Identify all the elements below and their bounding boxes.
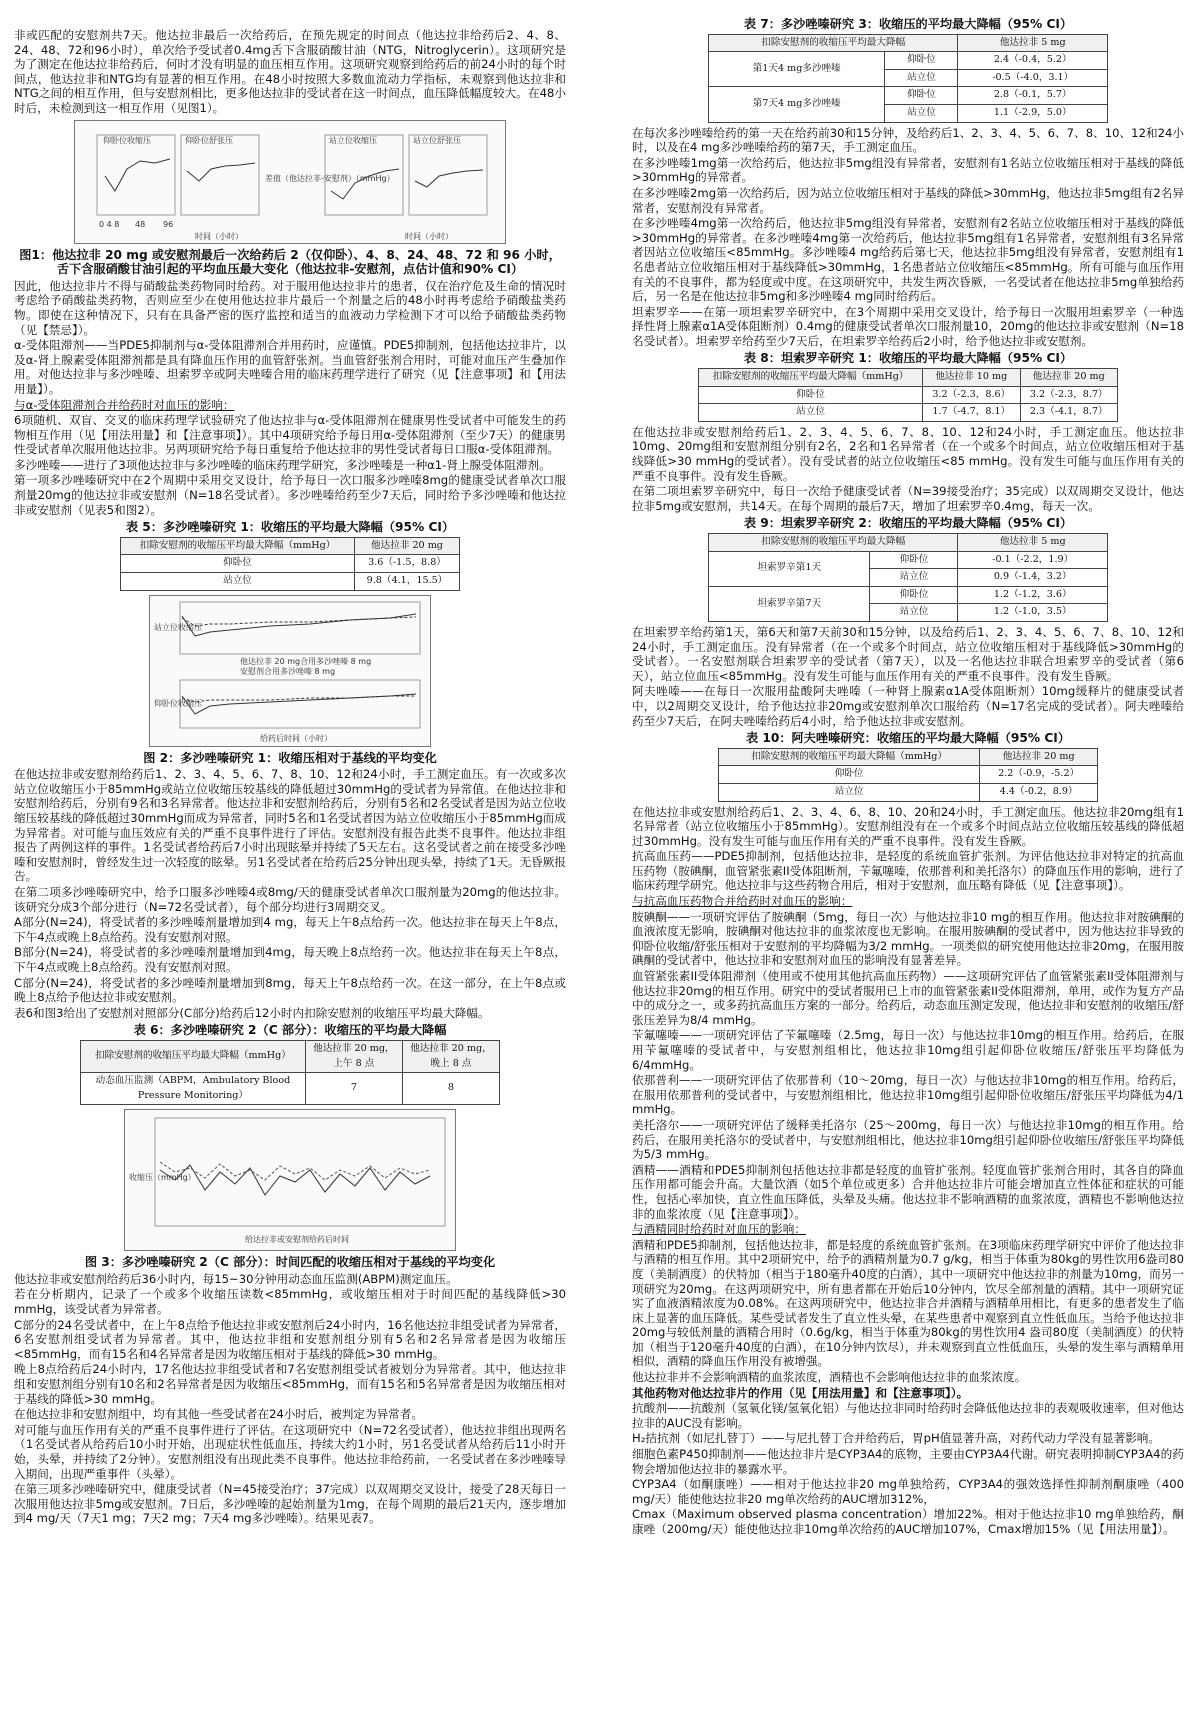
paragraph: 坦索罗辛——在第一项坦索罗辛研究中，在3个周期中采用交叉设计，给予每日一次服用坦索罗辛（一种选择性肾上腺素α1A受体阻断剂）0.4mg的健康受试者单次口服剂量10，20mg的他达拉非或安慰剂（N=18名受试者）。坦索罗辛给药至少7天后，在坦索罗辛给药后2小时，给予他达拉非或安慰剂。 bbox=[632, 304, 1184, 348]
fig1-tick: 0 4 8 bbox=[99, 219, 120, 229]
table-7-caption: 表 7：多沙唑嗪研究 3：收缩压的平均最大降幅（95% CI） bbox=[743, 17, 1073, 31]
paragraph: 他达拉非并不会影响酒精的血浆浓度，酒精也不会影响他达拉非的血浆浓度。 bbox=[632, 1370, 1027, 1385]
table-cell: 8 bbox=[402, 1073, 499, 1105]
table-header: 他达拉非 5 mg bbox=[958, 534, 1108, 552]
table-cell: 1.2（-1.2，3.6） bbox=[958, 586, 1108, 604]
table-10-caption: 表 10：阿夫唑嗪研究：收缩压的平均最大降幅（95% CI） bbox=[745, 731, 1071, 746]
paragraph: 在多沙唑嗪1mg第一次给药后，他达拉非5mg组没有异常者，安慰剂有1名站立位收缩压相对于基线的降低>30mmHg的异常者。 bbox=[632, 155, 1184, 185]
table-cell: 站立位 bbox=[870, 604, 958, 622]
left-column bbox=[14, 28, 566, 1527]
paragraph: 在他达拉非或安慰剂给药后1、2、3、4、5、6、7、8、10、12和24小时，手工测定血压。他达拉非10mg、20mg组和安慰剂组分别有2名，2名和1名异常者（在一个或多个时间点，站立位收缩压相对于基线降低>30 mmHg的受试者）。没有受试者的站立位收缩压<85 mmHg。没有发生可能与血压作用有关的严重不良事件。没有发生昏厥。 bbox=[632, 424, 1184, 483]
table-cell: 3.2（-2.3，8.6） bbox=[923, 386, 1020, 404]
table-cell: 仰卧位 bbox=[870, 551, 958, 569]
paragraph: α-受体阻滞剂——当PDE5抑制剂与α-受体阻滞剂合并用药时，应谨慎。PDE5抑制剂，包括他达拉非片，以及α-肾上腺素受体阻滞剂都是具有降血压作用的血管舒张剂。当血管舒张剂合用时，可能对血压产生叠加作用。对他达拉非与多沙唑嗪、坦索罗辛或阿夫唑嗪合用的临床药理学进行了研究（见【注意事项】和【用法用量】）。 bbox=[14, 338, 566, 396]
paragraph: 在他达拉非或安慰剂给药后1、2、3、4、5、6、7、8、10、12和24小时，手工测定血压。有一次或多次站立位收缩压小于85mmHg或站立位收缩压较基线的降低超过30mmHg的受试者为异常值。在他达拉非和安慰剂给药后，分别有9名和3名异常者。他达拉非和安慰剂给药后，分别有5名和2名受试者是因为站立位收缩压较基线的降低超过30mmHg而成为异常者，同时5名和1名受试者因为站立位收缩压小于85mmHg而成为异常者。对可能与血压效应有关的严重不良事件进行了评估。安慰剂没有报告此类不良事件。他达拉非组报告了两例这样的事件。1名受试者给药后7小时出现眩晕并持续了5天左右。这名受试者之前在接受多沙唑嗪和安慰剂时，曾经发生过一次轻度的眩晕。另1名受试者在给药后25分钟出现头晕，持续了1天。无昏厥报告。 bbox=[14, 767, 566, 884]
table-row bbox=[709, 551, 1108, 569]
figure-2-caption: 图 2：多沙唑嗪研究 1：收缩压相对于基线的平均变化 bbox=[143, 750, 437, 765]
table-header: 扣除安慰剂的收缩压平均最大降幅（mmHg） bbox=[719, 748, 980, 766]
paragraph: 抗高血压药——PDE5抑制剂，包括他达拉非，是轻度的系统血管扩张剂。为评估他达拉非对特定的抗高血压药物（胺碘酮，血管紧张素II受体阻断剂，苄氟噻嗪，依那普利和美托洛尔）的降血压作用的影响，进行了临床药理学研究。他达拉非与这些药物合用后，相对于安慰剂，血压略有降低（见【注意事项】）。 bbox=[632, 849, 1184, 893]
paragraph: 胺碘酮——一项研究评估了胺碘酮（5mg，每日一次）与他达拉非10 mg的相互作用。他达拉非对胺碘酮的血液浓度无影响，胺碘酮对他达拉非的血浆浓度也无影响。在服用胺碘酮的受试者中，因为他达拉非导致的仰卧位收缩/舒张压相对于安慰剂的平均降幅为3/2 mmHg。一项类似的研究使用他达拉非20mg，在服用胺碘酮的受试者中，他达拉非和安慰剂对血压的影响没有显著差异。 bbox=[632, 909, 1184, 968]
table-cell: 第7天4 mg多沙唑嗪 bbox=[709, 87, 885, 122]
table-cell: 仰卧位 bbox=[699, 386, 923, 404]
paragraph: 依那普利——一项研究评估了依那普利（10～20mg，每日一次）与他达拉非10mg的相互作用。给药后，在服用依那普利的受试者中，与安慰剂组相比，他达拉非10mg组引起仰卧位收缩压/舒张压平均降低为4/1 mmHg。 bbox=[632, 1073, 1184, 1117]
table-cell: 2.2（-0.9，-5.2） bbox=[980, 766, 1098, 784]
paragraph: 6项随机、双盲、交叉的临床药理学试验研究了他达拉非与α-受体阻滞剂在健康男性受试者中可能发生的药物相互作用（见【用法用量】和【注意事项】）。其中4项研究给予每日用α-受体阻滞剂（至少7天）的健康男性受试者单次服用他达拉非。另两项研究给予每日重复给予他达拉非的男性受试者每日口服α-受体阻滞剂。 bbox=[14, 413, 566, 457]
figure-1-plot bbox=[75, 121, 505, 243]
paragraph: 在他达拉非和安慰剂组中，均有其他一些受试者在24小时后，被判定为异常者。 bbox=[14, 1407, 423, 1422]
table-row bbox=[709, 87, 1108, 105]
paragraph: A部分(N=24)，将受试者的多沙唑嗪剂量增加到4 mg，每天上午8点给药一次。他达拉非在每天上午8点，下午4点或晚上8点给药。没有安慰剂对照。 bbox=[14, 915, 566, 944]
fig2-legend-1: 他达拉非 20 mg合用多沙唑嗪 8 mg bbox=[240, 656, 372, 666]
paragraph: 第一项多沙唑嗪研究中在2个周期中采用交叉设计，给予每日一次口服多沙唑嗪8mg的健康受试者单次口服剂量20mg的他达拉非或安慰剂（N=18名受试者）。多沙唑嗪给药至少7天后，同时给予多沙唑嗪和他达拉非或安慰剂（见表5和图2）。 bbox=[14, 473, 566, 517]
fig1-panel-title: 仰卧位收缩压 bbox=[103, 135, 151, 145]
table-8-caption: 表 8：坦索罗辛研究 1：收缩压的平均最大降幅（95% CI） bbox=[743, 351, 1073, 366]
table-cell: 仰卧位 bbox=[885, 52, 958, 70]
table-cell: 第1天4 mg多沙唑嗪 bbox=[709, 52, 885, 87]
paragraph: 血管紧张素II受体阻滞剂（使用或不使用其他抗高血压药物）——这项研究评估了血管紧张素II受体阻滞剂与他达拉非20mg的相互作用。研究中的受试者服用已上市的血管紧张素II受体阻滞剂，单用，或作为复方产品中的成分之一，或多药抗高血压方案的一部分。给药后，动态血压测定发现，他达拉非和安慰剂的收缩压/舒张压差异为8/4 mmHg。 bbox=[632, 969, 1184, 1027]
figure-2 bbox=[149, 595, 431, 747]
paragraph: 苄氟噻嗪——一项研究评估了苄氟噻嗪（2.5mg，每日一次）与他达拉非10mg的相互作用。给药后，在服用苄氟噻嗪的受试者中，与安慰剂组相比，他达拉非10mg组引起仰卧位收缩压/舒张压平均降低为6/4mmHg。 bbox=[632, 1028, 1184, 1072]
paragraph: 在多沙唑嗪4mg第一次给药后，他达拉非5mg组没有异常者，安慰剂有2名站立位收缩压相对于基线的降低>30mmHg的异常者。在多沙唑嗪4mg第一次给药后，他达拉非5mg组有1名异常者，安慰剂组有3名异常者因站立位收缩压<85mmHg。多沙唑嗪4 mg给药后第七天，他达拉非5mg组没有异常者，安慰剂组有1名患者站立位收缩压相对于基线降低>30mmHg，1名患者站立位收缩压<85mmHg。所有可能与血压作用有关的不良事件，都为轻度或中度。在这项研究中，共发生两次昏厥，一名受试者在他达拉非5mg单独给药后，另一名是在他达拉非5mg和多沙唑嗪4 mg同时给药后。 bbox=[632, 216, 1184, 304]
table-cell: 2.4（-0.4，5.2） bbox=[958, 52, 1108, 70]
paragraph: C部分的24名受试者中，在上午8点给予他达拉非或安慰剂后24小时内，16名他达拉非组受试者为异常者，6名安慰剂组受试者为异常者。其中，他达拉非组和安慰剂组分别有5名和2名异常者是因为收缩压<85mmHg，而有15名和4名异常者是因为收缩压相对于基线的降低>30 mmHg。 bbox=[14, 1317, 566, 1361]
paragraph: 阿夫唑嗪——在每日一次服用盐酸阿夫唑嗪（一种肾上腺素α1A受体阻断剂）10mg缓释片的健康受试者中，以2周期交叉设计，给予他达拉非20mg或安慰剂单次口服给药（N=17名完成的受试者）。阿夫唑嗪给药至少7天后，在阿夫唑嗪给药后4小时，给予他达拉非或安慰剂。 bbox=[632, 684, 1184, 728]
fig1-xlabel-2: 时间（小时） bbox=[405, 231, 453, 241]
table-row bbox=[699, 404, 1118, 422]
table-cell: 仰卧位 bbox=[885, 87, 958, 105]
table-cell: 站立位 bbox=[121, 573, 355, 591]
fig3-xlabel: 给达拉非或安慰剂给药后时间 bbox=[245, 1235, 349, 1245]
table-cell: 7 bbox=[305, 1073, 402, 1105]
paragraph: Cmax（Maximum observed plasma concentration）增加22%。相对于他达拉非10 mg单独给药，酮康唑（200mg/天）能使他达拉非10mg单次给药的AUC增加107%，Cmax增加15%（见【用法用量】）。 bbox=[632, 1507, 1184, 1536]
table-row bbox=[81, 1073, 500, 1105]
table-row bbox=[719, 766, 1098, 784]
figure-1 bbox=[74, 120, 506, 244]
fig1-panel-2 bbox=[181, 135, 259, 215]
paragraph: 非或匹配的安慰剂共7天。他达拉非最后一次给药后，在预先规定的时间点（他达拉非给药后2、4、8、24、48、72和96小时），单次给予受试者0.4mg舌下含服硝酸甘油（NTG，Nitroglycerin）。这项研究是为了测定在他达拉非给药后，何时才没有明显的血压相互作用。这项研究观察到给药后的前24小时的每个时间点，他达拉非和NTG均有显著的相互作用。在48小时按照大多数血流动力学指标，未观察到他达拉非和NTG之间的相互作用，但与安慰剂相比，更多他达拉非的受试者在这一时间点，血压降低幅度较大。在48小时后，未检测到这一相互作用（见图1）。 bbox=[14, 28, 566, 115]
figure-1-caption: 图1：他达拉非 20 mg 或安慰剂最后一次给药后 2（仅仰卧）、4、8、24、48、72 和 96 小时，舌下含服硝酸甘油引起的平均血压最大变化（他达拉非-安慰剂，点估计值和90% CI） bbox=[19, 247, 561, 277]
paragraph: 因此，他达拉非片不得与硝酸盐类药物同时给药。对于服用他达拉非片的患者，仅在治疗危及生命的情况时考虑给予硝酸盐类药物，否则应至少在使用他达拉非片最后一个剂量之后的48小时再考虑给予硝酸盐类药物。即使在这种情况下，只有在具备严密的医疗监控和适当的血液动力学检测下才可以给予硝酸盐类药物（见【禁忌】）。 bbox=[14, 278, 566, 337]
table-cell: 站立位 bbox=[885, 104, 958, 122]
paragraph: 对可能与血压作用有关的严重不良事件进行了评估。在这项研究中（N=72名受试者），他达拉非组出现两名（1名受试者从给药后10小时开始，出现症状性低血压，持续大约1小时，另1名受试者从给药后11小时开始，头晕，并持续了2分钟）。安慰剂组没有出现此类不良事件。他达拉非给药前，一名受试者在多沙唑嗪导入期间，出现严重事件（头晕）。 bbox=[14, 1422, 566, 1481]
paragraph: H₂拮抗剂（如尼扎替丁）——与尼扎替丁合并给药后，胃pH值显著升高，对药代动力学没有显著影响。 bbox=[632, 1431, 1160, 1446]
table-cell: 1.2（-1.0，3.5） bbox=[958, 604, 1108, 622]
table-cell: 9.8（4.1，15.5） bbox=[355, 573, 460, 591]
paragraph: CYP3A4（如酮康唑）——相对于他达拉非20 mg单独给药，CYP3A4的强效选择性抑制剂酮康唑（400 mg/天）能使他达拉非20 mg单次给药的AUC增加312%， bbox=[632, 1477, 1184, 1506]
paragraph: 多沙唑嗪——进行了3项他达拉非与多沙唑嗪的临床药理学研究，多沙唑嗪是一种α1-肾上腺受体阻滞剂。 bbox=[14, 457, 551, 472]
paragraph: B部分(N=24)，将受试者的多沙唑嗪剂量增加到4mg，每天晚上8点给药一次。他达拉非在每天上午8点，下午4点或晚上8点给药。没有安慰剂对照。 bbox=[14, 945, 566, 974]
fig1-panel-1 bbox=[97, 135, 175, 229]
table-row bbox=[719, 783, 1098, 801]
fig1-tick: 48 bbox=[135, 219, 146, 229]
table-row bbox=[709, 586, 1108, 604]
table-cell: 站立位 bbox=[885, 69, 958, 87]
fig3-ylabel: 收缩压（mmHg） bbox=[129, 1173, 196, 1183]
paragraph: 他达拉非或安慰剂给药后36小时内，每15~30分钟用动态血压监测(ABPM)测定血压。 bbox=[14, 1271, 458, 1286]
figure-2-plot bbox=[150, 596, 430, 746]
table-header: 他达拉非 20 mg bbox=[1020, 369, 1117, 387]
fig1-panel-4 bbox=[409, 135, 487, 215]
table-cell: 3.2（-2.3，8.7） bbox=[1020, 386, 1117, 404]
table-cell: 4.4（-0.2，8.9） bbox=[980, 783, 1098, 801]
table-cell: 1.7（-4.7，8.1） bbox=[923, 404, 1020, 422]
figure-3-caption: 图 3：多沙唑嗪研究 2（C 部分）：时间匹配的收缩压相对于基线的平均变化 bbox=[84, 1255, 496, 1270]
table-cell: 站立位 bbox=[719, 783, 980, 801]
paragraph: 在多沙唑嗪2mg第一次给药后，因为站立位收缩压相对于基线的降低>30mmHg，他达拉非5mg组有2名异常者，安慰剂没有异常者。 bbox=[632, 185, 1184, 215]
fig1-panel-title: 站立位收缩压 bbox=[329, 135, 377, 145]
table-header: 他达拉非 20 mg，晚上 8 点 bbox=[402, 1040, 499, 1072]
table-header: 他达拉非 20 mg bbox=[980, 748, 1098, 766]
paragraph: 表6和图3给出了安慰剂对照部分(C部分)给药后12小时内扣除安慰剂的收缩压平均最大降幅。 bbox=[14, 1005, 490, 1020]
fig1-ylabel: 差值（他达拉非-安慰剂）（mmHg） bbox=[265, 173, 395, 183]
right-column bbox=[632, 14, 1184, 1538]
paragraph: 细胞色素P450抑制剂——他达拉非片是CYP3A4的底物，主要由CYP3A4代谢。研究表明抑制CYP3A4的药物会增加他达拉非的暴露水平。 bbox=[632, 1447, 1184, 1476]
table-cell: 0.9（-1.4，3.2） bbox=[958, 569, 1108, 587]
table-row bbox=[699, 386, 1118, 404]
paragraph: 在他达拉非或安慰剂给药后1、2、3、4、6、8、10、20和24小时，手工测定血压。他达拉非20mg组有1名异常者（站立位收缩压小于85mmHg）。安慰剂组没有在一个或多个时间点站立位收缩压较基线的降低超过30mmHg。没有发生可能与血压作用有关的严重不良事件。没有发生昏厥。 bbox=[632, 804, 1184, 848]
table-cell: 仰卧位 bbox=[121, 555, 355, 573]
table-header: 扣除安慰剂的收缩压平均最大降幅 bbox=[709, 34, 958, 52]
table-cell: 动态血压监测（ABPM，Ambulatory Blood Pressure Monitoring） bbox=[81, 1073, 306, 1105]
table-cell: 坦索罗辛第1天 bbox=[709, 551, 870, 586]
table-cell: 坦索罗辛第7天 bbox=[709, 586, 870, 621]
table-cell: -0.5（-4.0，3.1） bbox=[958, 69, 1108, 87]
fig2-xlabel: 给药后时间（小时） bbox=[260, 733, 332, 743]
table-header: 他达拉非 10 mg bbox=[923, 369, 1020, 387]
table-header: 扣除安慰剂的收缩压平均最大降幅（mmHg） bbox=[121, 537, 355, 555]
table-cell: 仰卧位 bbox=[870, 586, 958, 604]
figure-3 bbox=[124, 1109, 456, 1251]
table-7 bbox=[708, 34, 1108, 123]
table-6 bbox=[80, 1040, 500, 1105]
paragraph: 抗酸剂——抗酸剂（氢氧化镁/氢氧化铝）与他达拉非同时给药时会降低他达拉非的表观吸收速率，但对他达拉非的AUC没有影响。 bbox=[632, 1401, 1184, 1430]
table-cell: 站立位 bbox=[699, 404, 923, 422]
table-header: 他达拉非 5 mg bbox=[958, 34, 1108, 52]
table-9-caption: 表 9：坦索罗辛研究 2：收缩压的平均最大降幅（95% CI） bbox=[743, 516, 1073, 531]
paragraph: 在每次多沙唑嗪给药的第一天在给药前30和15分钟，及给药后1、2、3、4、5、6、7、8、10、12和24小时，以及在4 mg多沙唑嗪给药的第7天，手工测定血压。 bbox=[632, 125, 1184, 155]
table-header: 扣除安慰剂的收缩压平均最大降幅（mmHg） bbox=[699, 369, 923, 387]
table-cell: 1.1（-2.9，5.0） bbox=[958, 104, 1108, 122]
table-cell: 3.6（-1.5，8.8） bbox=[355, 555, 460, 573]
fig1-tick: 96 bbox=[163, 219, 174, 229]
fig1-panel-title: 站立位舒张压 bbox=[413, 135, 461, 145]
paragraph: 在第三项多沙唑嗪研究中，健康受试者（N=45接受治疗；37完成）以双周期交叉设计，接受了28天每日一次服用他达拉非5mg或安慰剂。7日后，多沙唑嗪的起始剂量为1mg，在每个周期的最后21天内，逐步增加到4 mg/天（7天1 mg；7天2 mg；7天4 mg多沙唑嗪）。结果见表7。 bbox=[14, 1482, 566, 1526]
table-5-caption: 表 5：多沙唑嗪研究 1：收缩压的平均最大降幅（95% CI） bbox=[125, 520, 455, 535]
table-header: 扣除安慰剂的收缩压平均最大降幅（mmHg） bbox=[81, 1040, 306, 1072]
paragraph: C部分(N=24)，将受试者的多沙唑嗪剂量增加到8mg，每天上午8点给药一次。在这一部分，在上午8点或晚上8点给予他达拉非或安慰剂。 bbox=[14, 975, 566, 1005]
table-9 bbox=[708, 533, 1108, 622]
fig2-ylabel-2: 仰卧位收缩压 bbox=[154, 698, 202, 708]
table-cell: -0.1（-2.2，1.9） bbox=[958, 551, 1108, 569]
paragraph: 在坦索罗辛给药第1天，第6天和第7天前30和15分钟，以及给药后1、2、3、4、5、6、7、8、10、12和24小时，手工测定血压。没有异常者（在一个或多个时间点，站立位收缩压相对于基线降低>30mmHg的受试者）。一名安慰剂联合坦索罗辛的受试者（第7天），以及一名他达拉非联合坦索罗辛的受试者（第6天），站立位血压<85mmHg。没有发生可能与血压作用有关的严重不良事件。没有发生昏厥。 bbox=[632, 624, 1184, 683]
paragraph: 在第二项多沙唑嗪研究中，给予口服多沙唑嗪4或8mg/天的健康受试者单次口服剂量为20mg的他达拉非。该研究分成3个部分进行（N=72名受试者），每个部分均进行3周期交叉。 bbox=[14, 884, 566, 914]
subheading: 与酒精同时给药时对血压的影响： bbox=[632, 1222, 806, 1237]
paragraph: 美托洛尔——一项研究评估了缓释美托洛尔（25～200mg，每日一次）与他达拉非10mg的相互作用。给药后，在服用美托洛尔的受试者中，与安慰剂组相比，他达拉非10mg组引起仰卧位收缩压/舒张压平均降低为5/3 mmHg。 bbox=[632, 1117, 1184, 1162]
table-10 bbox=[718, 748, 1098, 802]
table-header: 扣除安慰剂的收缩压平均最大降幅 bbox=[709, 534, 958, 552]
table-cell: 仰卧位 bbox=[719, 766, 980, 784]
subheading: 与抗高血压药物合并给药时对血压的影响： bbox=[632, 894, 853, 909]
table-6-caption: 表 6：多沙唑嗪研究 2（C 部分）：收缩压的平均最大降幅 bbox=[133, 1023, 447, 1038]
paragraph: 在第二项坦索罗辛研究中，每日一次给予健康受试者（N=39接受治疗；35完成）以双周期交叉设计，他达拉非5mg或安慰剂，共14天。在每个周期的最后7天，增加了坦索罗辛0.4mg，每天一次。 bbox=[632, 484, 1184, 513]
table-cell: 站立位 bbox=[870, 569, 958, 587]
subheading: 与α-受体阻滞剂合并给药时对血压的影响： bbox=[14, 397, 235, 412]
fig1-xlabel: 时间（小时） bbox=[195, 231, 243, 241]
table-5 bbox=[120, 537, 460, 591]
table-8 bbox=[698, 368, 1118, 422]
fig2-legend-2: 安慰剂合用多沙唑嗪 8 mg bbox=[240, 666, 336, 676]
table-row bbox=[709, 52, 1108, 70]
table-header: 他达拉非 20 mg，上午 8 点 bbox=[305, 1040, 402, 1072]
paragraph: 晚上8点给药后24小时内，17名他达拉非组受试者和7名安慰剂组受试者被划分为异常者。其中，他达拉非组和安慰剂组分别有10名和2名异常者是因为收缩压<85mmHg，而有15名和5名异常者是因为收缩压相对于基线的降低>30 mmHg。 bbox=[14, 1362, 566, 1406]
paragraph: 酒精和PDE5抑制剂，包括他达拉非，都是轻度的系统血管扩张剂。在3项临床药理学研究中评价了他达拉非与酒精的相互作用。其中2项研究中，给予的酒精剂量为0.7 g/kg，相当于体重为80kg的男性饮用6盎司80度（美制酒度）的伏特加（相当于180毫升40度的白酒），其中一项研究中他达拉非的剂量为10mg，而另一项研究为20mg。在这两项研究中，所有患者都在开始后10分钟内，饮尽全部剂量的酒精。其中一项研究证实了血液酒精浓度为0.08%。在这两项研究中，他达拉非合并酒精与酒精单用相比，有更多的患者发生了临床上显著的血压降低。某些受试者发生了直立性头晕，在某些患者中观察到直立性低血压。当给予他达拉非20mg与较低剂量的酒精合用时（0.6g/kg，相当于体重为80kg的男性饮用4 盎司80度（美制酒度）的伏特加（相当于120毫升40度的白酒），在10分钟内饮尽），并未观察到直立性低血压，头晕的发生率与酒精单用相似，酒精的降血压作用没有被增强。 bbox=[632, 1237, 1184, 1369]
table-header: 他达拉非 20 mg bbox=[355, 537, 460, 555]
table-row bbox=[121, 573, 460, 591]
fig2-ylabel-1: 站立位收缩压 bbox=[154, 622, 202, 632]
fig1-panel-title: 仰卧位舒张压 bbox=[185, 135, 233, 145]
table-cell: 2.3（-4.1，8.7） bbox=[1020, 404, 1117, 422]
paragraph: 若在分析期内，记录了一个或多个收缩压读数<85mmHg，或收缩压相对于时间匹配的基线降低>30 mmHg，该受试者为异常者。 bbox=[14, 1287, 566, 1317]
table-cell: 2.8（-0.1，5.7） bbox=[958, 87, 1108, 105]
table-row bbox=[121, 555, 460, 573]
subheading: 其他药物对他达拉非片的作用（见【用法用量】和【注意事项】）。 bbox=[632, 1385, 969, 1400]
paragraph: 酒精——酒精和PDE5抑制剂包括他达拉非都是轻度的血管扩张剂。轻度血管扩张剂合用时，其各自的降血压作用都可能会升高。大量饮酒（如5个单位或更多）合并他达拉非片可能会增加直立性体征和症状的可能性，包括心率加快，直立性血压降低，头晕及头痛。他达拉非不影响酒精的血浆浓度，酒精也不影响他达拉非的血浆浓度（见【注意事项】）。 bbox=[632, 1162, 1184, 1221]
figure-3-plot bbox=[125, 1110, 455, 1250]
